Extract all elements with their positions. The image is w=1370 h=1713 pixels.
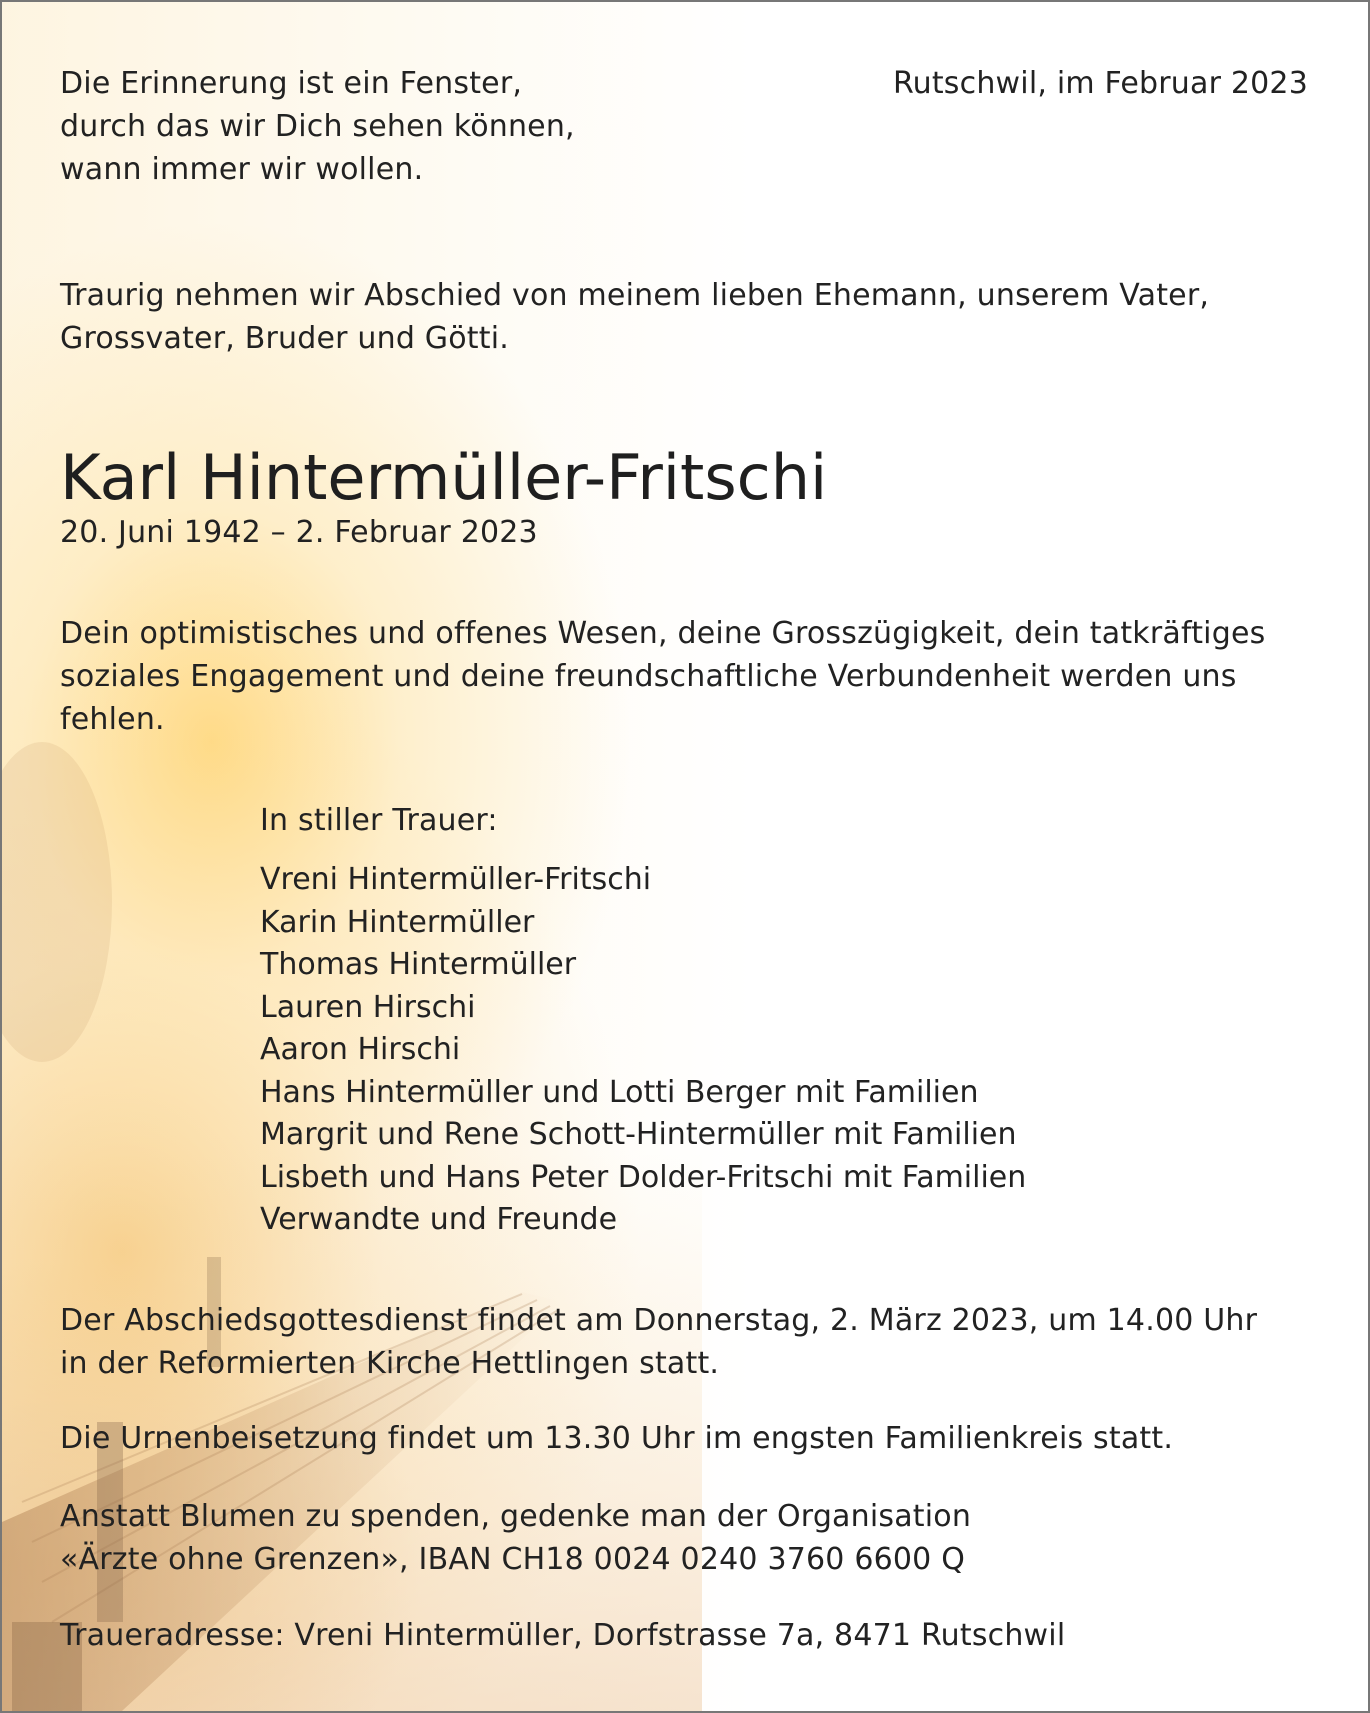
- funeral-service-info: [60, 1299, 1257, 1385]
- life-dates: 20. Juni 1942 – 2. Februar 2023: [60, 515, 538, 550]
- announcement-intro: [60, 274, 1209, 360]
- intro-line: Traurig nehmen wir Abschied von meinem lieben Ehemann, unserem Vater,: [60, 278, 1210, 313]
- place-and-date: Rutschwil, im Februar 2023: [892, 66, 1308, 101]
- mourner-name: Margrit und Rene Schott-Hintermüller mit Familien: [260, 1117, 1017, 1152]
- mourner-name: Hans Hintermüller und Lotti Berger mit Familien: [260, 1074, 979, 1110]
- memorial-quote: [60, 62, 575, 191]
- mourner-name: Karin Hintermüller: [260, 904, 535, 940]
- mourning-address: Traueradresse: Vreni Hintermüller, Dorfstrasse 7a, 8471 Rutschwil: [60, 1618, 1066, 1653]
- quote-line: Die Erinnerung ist ein Fenster,: [60, 66, 523, 101]
- intro-line: Grossvater, Bruder und Götti.: [60, 321, 510, 356]
- urn-burial-info: Die Urnenbeisetzung findet um 13.30 Uhr im engsten Familienkreis statt.: [60, 1421, 1174, 1456]
- mourner-name: Lisbeth und Hans Peter Dolder-Fritschi mit Familien: [260, 1159, 1027, 1195]
- quote-line: durch das wir Dich sehen können,: [60, 109, 575, 144]
- tribute-text: [60, 612, 1265, 741]
- service-line: in der Reformierten Kirche Hettlingen statt.: [60, 1346, 720, 1381]
- tribute-line: Dein optimistisches und offenes Wesen, deine Grosszügigkeit, dein tatkräftiges: [60, 616, 1266, 651]
- tribute-line: soziales Engagement und deine freundschaftliche Verbundenheit werden uns: [60, 659, 1237, 694]
- mourner-name: Vreni Hintermüller-Fritschi: [260, 862, 652, 897]
- mourner-name: Lauren Hirschi: [260, 989, 476, 1025]
- mourner-name: Aaron Hirschi: [260, 1032, 461, 1067]
- deceased-name: Karl Hintermüller-Fritschi: [60, 441, 828, 514]
- donation-info: [60, 1495, 971, 1581]
- donation-line: «Ärzte ohne Grenzen», IBAN CH18 0024 0240 3760 6600 Q: [60, 1542, 966, 1577]
- mourner-name: Verwandte und Freunde: [260, 1202, 618, 1237]
- mourners-heading: In stiller Trauer:: [260, 803, 498, 838]
- donation-line: Anstatt Blumen zu spenden, gedenke man der Organisation: [60, 1499, 972, 1534]
- service-line: Der Abschiedsgottesdienst findet am Donnerstag, 2. März 2023, um 14.00 Uhr: [60, 1303, 1258, 1338]
- tribute-line: fehlen.: [60, 702, 165, 737]
- mourner-name: Thomas Hintermüller: [260, 947, 577, 982]
- quote-line: wann immer wir wollen.: [60, 152, 424, 187]
- mourners-list: [260, 859, 1026, 1242]
